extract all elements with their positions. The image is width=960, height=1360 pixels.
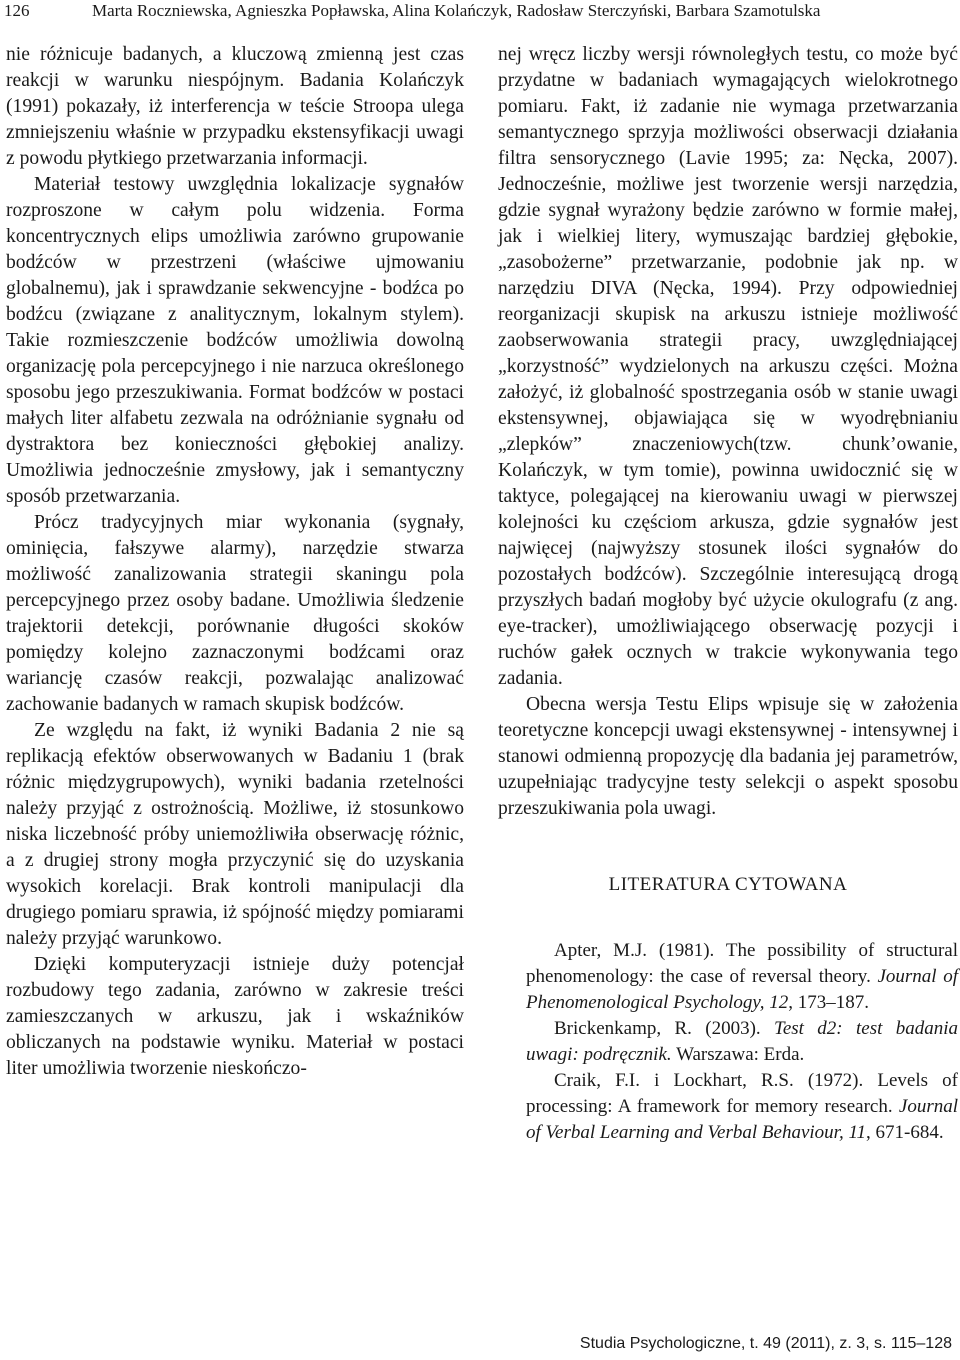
reference-tail: Warszawa: Erda. — [671, 1044, 805, 1065]
reference-item — [498, 1016, 958, 1068]
paragraph: nej wręcz liczby wersji równoległych testu, co może być przydatne w badaniach wymagających wielokrotnego pomiaru. Fakt, iż zadanie nie wymaga przetwarzania semantycznego sprzyja możliwości obserwacji działania filtra sensorycznego (Lavie 1995; za: Nęcka, 2007). Jednocześnie, możliwe jest tworzenie wersji narzędzia, gdzie sygnał wyrażony będzie zarówno w formie małej, jak i wielkiej litery, wymuszając bardziej głębokie, „zasobożerne” przetwarzanie, podobnie jak np. w narzędziu DIVA (Nęcka, 1994). Przy odpowiedniej reorganizacji skupisk na arkuszu istnieje możliwość zaobserwowania strategii pracy, uwzględniającej „korzystność” wydzielonych na arkuszu części. Można założyć, iż globalność spostrzegania osób w stanie uwagi ekstensywnej, objawiająca się w wyodrębnianiu „zlepków” znaczeniowych(tzw. chunk’owanie, Kolańczyk, w tym tomie), powinna uwidocznić się w taktyce, polegającej na kierowaniu uwagi w pierwszej kolejności ku częściom arkusza, gdzie sygnałów jest najwięcej (najwyższy stosunek ilości sygnałów do pozostałych bodźców). Szczególnie interesującą drogą przyszłych badań mogłoby być użycie okulografu (z ang. eye-tracker), umożliwiającego obserwację pozycji i ruchów gałek ocznych w trakcie wykonywania tego zadania. — [498, 44, 958, 689]
left-column — [6, 42, 464, 1082]
paragraph: nie różnicuje badanych, a kluczową zmienną jest czas reakcji w warunku niespójnym. Badania Kolańczyk (1991) pokazały, iż interferencja w teście Stroopa ulega zmniejszeniu właśnie w przypadku ekstensyfikacji uwagi z powodu płytkiego przetwarzania informacji. — [6, 44, 464, 169]
reference-tail: , 671-684. — [866, 1122, 944, 1143]
right-column — [498, 42, 958, 1146]
reference-text: Apter, M.J. (1981). The possibility of structural phenomenology: the case of reversal theory. — [526, 940, 958, 987]
page-number: 126 — [4, 1, 30, 20]
reference-text: Brickenkamp, R. (2003). — [554, 1018, 775, 1039]
reference-source: Journal of Phenomenological Psychology, 12 — [526, 966, 958, 1013]
reference-item — [498, 1068, 958, 1146]
paragraph: Materiał testowy uwzględnia lokalizacje sygnałów rozproszone w całym polu widzenia. Forma koncentrycznych elips umożliwia zarówno grupowanie bodźców w przestrzeni (właściwe ujmowaniu globalnemu), jak i sprawdzanie sekwencyjne - bodźca po bodźcu (związane z analitycznym, lokalnym stylem). Takie rozmieszczenie bodźców umożliwia dowolną organizację pola percepcyjnego i nie narzuca określonego sposobu jego przeszukiwania. Format bodźców w postaci małych liter alfabetu zezwala na odróżnianie sygnału od dystraktora bez konieczności głębokiej analizy. Umożliwia jednocześnie zmysłowy, jak i semantyczny sposób przetwarzania. — [6, 174, 464, 507]
paragraph: Dzięki komputeryzacji istnieje duży potencjał rozbudowy tego zadania, zarówno w zakresie treści zamieszczanych w arkuszu, jak i wskaźników obliczanych na podstawie wyniku. Materiał w postaci liter umożliwia tworzenie nieskończo- — [6, 954, 464, 1079]
paragraph: Prócz tradycyjnych miar wykonania (sygnały, ominięcia, fałszywe alarmy), narzędzie stwarza możliwość zanalizowania strategii skaningu pola percepcyjnego przez osoby badane. Umożliwia śledzenie trajektorii detekcji, porównanie długości skoków pomiędzy kolejno zaznaczonymi bodźcami oraz wariancję czasów reakcji, pozwalając analizować zachowanie badanych w ramach skupisk bodźców. — [6, 512, 464, 715]
paragraph: Ze względu na fakt, iż wyniki Badania 2 nie są replikacją efektów obserwowanych w Badaniu 1 (brak różnic międzygrupowych), wyniki badania rzetelności należy przyjąć z ostrożnością. Możliwe, iż stosunkowo niska liczebność próby uniemożliwiła obserwację różnic, a z drugiej strony mogła przyczynić się do uzyskania wysokich korelacji. Brak kontroli manipulacji dla drugiego pomiaru sprawia, iż spójność między pomiarami należy przyjąć warunkowo. — [6, 720, 464, 949]
reference-text: Craik, F.I. i Lockhart, R.S. (1972). Levels of processing: A framework for memory research. — [526, 1070, 958, 1117]
paragraph: Obecna wersja Testu Elips wpisuje się w założenia teoretyczne koncepcji uwagi ekstensywnej - intensywnej i stanowi odmienną propozycję dla badania jej parametrów, uzupełniając tradycyjne testy selekcji o aspekt sposobu przeszukiwania pola uwagi. — [498, 694, 958, 819]
reference-source: Journal of Verbal Learning and Verbal Behaviour, 11 — [526, 1096, 958, 1143]
page-header — [0, 0, 960, 22]
running-head-authors: Marta Roczniewska, Agnieszka Popławska, Alina Kolańczyk, Radosław Sterczyński, Barbara Szamotulska — [92, 1, 821, 20]
reference-item — [498, 938, 958, 1016]
journal-citation-footer: Studia Psychologiczne, t. 49 (2011), z. 3, s. 115–128 — [579, 1335, 952, 1352]
references-heading: LITERATURA CYTOWANA — [608, 874, 848, 895]
reference-source: Test d2: test badania uwagi: podręcznik. — [526, 1018, 959, 1065]
reference-tail: , 173–187. — [788, 992, 869, 1013]
